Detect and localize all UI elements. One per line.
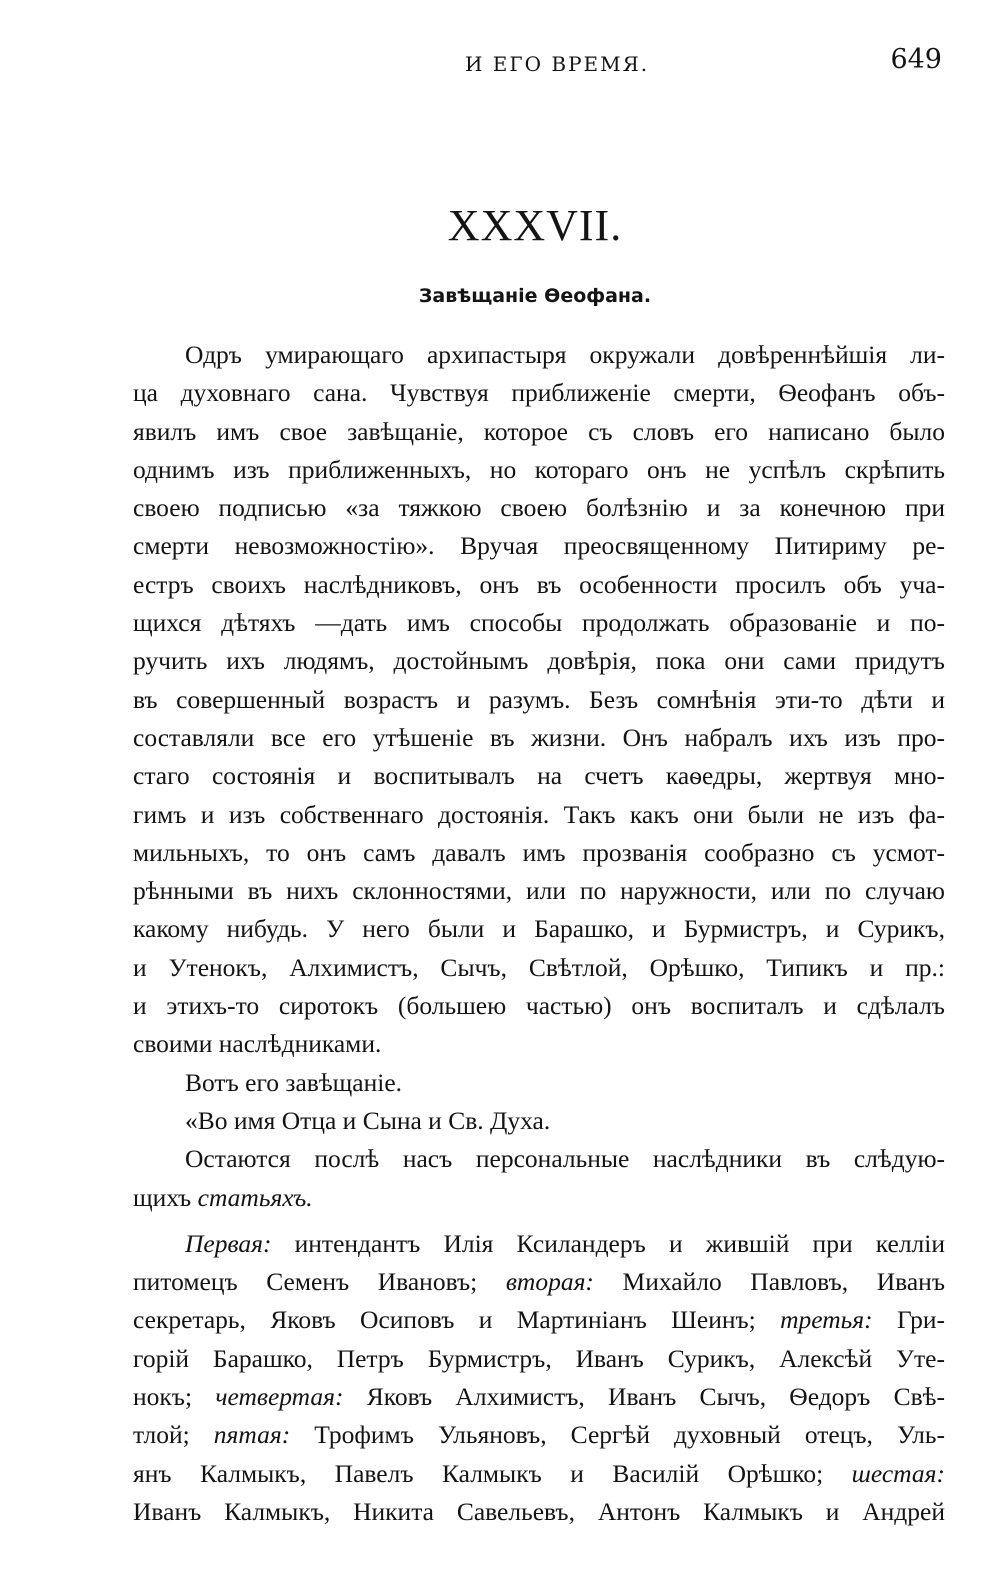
text-line: гимъ и изъ собственнаго достоянія. Такъ какъ они были не изъ фа- <box>133 799 945 829</box>
text-line: своею подписью «за тяжкою своею болѣзнію и за конечною при <box>133 493 945 523</box>
text-line: янъ Калмыкъ, Павелъ Калмыкъ и Василій Орѣшко; шестая: <box>133 1458 945 1488</box>
text-line: смерти невозможностію». Вручая преосвященному Питириму ре- <box>133 531 945 561</box>
text-line: какому нибудь. У него были и Барашко, и Бурмистръ, и Сурикъ, <box>133 914 945 944</box>
text-line: секретарь, Яковъ Осиповъ и Мартиніанъ Шеинъ; третья: Гри- <box>133 1305 945 1335</box>
text-line: щихся дѣтяхъ —дать имъ способы продолжать образованіе и по- <box>133 608 945 638</box>
page-number: 649 <box>890 44 942 75</box>
text-line: естръ своихъ наслѣдниковъ, онъ въ особенности просилъ объ уча- <box>133 569 945 599</box>
text-line: «Во имя Отца и Сына и Св. Духа. <box>185 1105 551 1135</box>
chapter-title: Завѣщаніе Ѳеофана. <box>418 285 652 307</box>
text-line: мильныхъ, то онъ самъ давалъ имъ прозванія сообразно съ усмот- <box>133 837 945 867</box>
text-line: своими наслѣдниками. <box>133 1029 382 1059</box>
text-line: нокъ; четвертая: Яковъ Алхимистъ, Иванъ Сычъ, Ѳедоръ Свѣ- <box>133 1382 945 1412</box>
text-line: Вотъ его завѣщаніе. <box>185 1067 403 1097</box>
text-line: однимъ изъ приближенныхъ, но котораго онъ не успѣлъ скрѣпить <box>133 454 945 484</box>
text-line: рѣнными въ нихъ склонностями, или по наружности, или по случаю <box>133 876 945 906</box>
text-line: Одръ умирающаго архипастыря окружали довѣреннѣйшія ли- <box>185 340 945 369</box>
text-line: и Утенокъ, Алхимистъ, Сычъ, Свѣтлой, Орѣшко, Типикъ и пр.: <box>133 952 945 982</box>
text-line: Иванъ Калмыкъ, Никита Савельевъ, Антонъ Калмыкъ и Андрей <box>133 1496 945 1526</box>
text-line: явилъ имъ свое завѣщаніе, которое съ словъ его написано было <box>133 416 945 446</box>
text-line: и этихъ-то сиротокъ (большею частью) онъ воспиталъ и сдѣлалъ <box>133 991 945 1021</box>
text-line: тлой; пятая: Трофимъ Ульяновъ, Сергѣй духовный отецъ, Уль- <box>133 1420 945 1450</box>
text-line: ручить ихъ людямъ, достойнымъ довѣрія, пока они сами придутъ <box>133 646 945 676</box>
text-line: горій Барашко, Петръ Бурмистръ, Иванъ Сурикъ, Алексѣй Уте- <box>133 1343 945 1373</box>
text-line: Остаются послѣ насъ персональные наслѣдники въ слѣдую- <box>185 1144 945 1174</box>
text-line: Первая: интендантъ Илія Ксиландеръ и жившій при келліи <box>185 1228 945 1258</box>
text-line: щихъ статьяхъ. <box>133 1182 313 1212</box>
chapter-number: XXXVII. <box>447 201 623 250</box>
body-text <box>133 336 945 1531</box>
text-line: составляли все его утѣшеніе въ жизни. Онъ набралъ ихъ изъ про- <box>133 722 945 752</box>
text-line: ца духовнаго сана. Чувствуя приближеніе смерти, Ѳеофанъ объ- <box>133 378 945 408</box>
text-line: стаго состоянія и воспитывалъ на счетъ каѳедры, жертвуя мно- <box>133 761 945 791</box>
text-line: въ совершенный возрастъ и разумъ. Безъ сомнѣнія эти-то дѣти и <box>133 684 945 714</box>
running-title: И ЕГО ВРЕМЯ. <box>465 52 650 76</box>
text-line: питомецъ Семенъ Ивановъ; вторая: Михайло Павловъ, Иванъ <box>133 1267 946 1297</box>
